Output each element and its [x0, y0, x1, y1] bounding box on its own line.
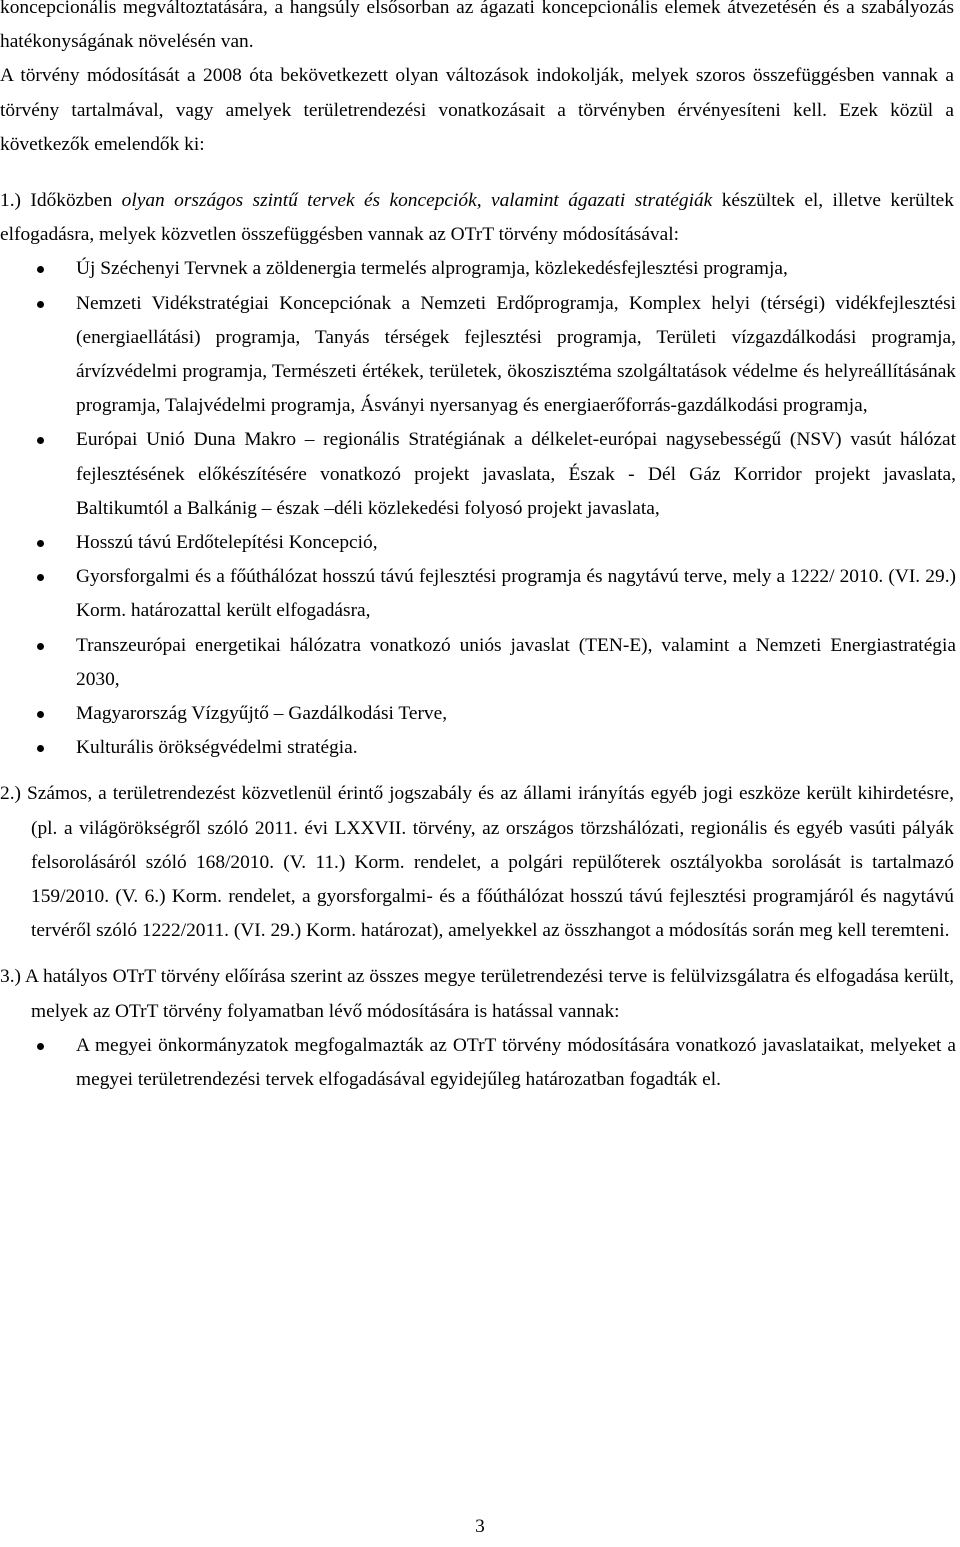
list-item-text: Magyarország Vízgyűjtő – Gazdálkodási Terve,: [76, 703, 448, 725]
list-item-text: Hosszú távú Erdőtelepítési Koncepció,: [76, 532, 378, 554]
bullet-dot-icon: [37, 437, 44, 444]
intro-paragraph: A törvény módosítását a 2008 óta bekövetkezett olyan változások indokolják, melyek szoros összefüggésben vannak a törvény tartalmával, vagy amelyek területrendezési vonatkozásait a törvényben érvényesíteni kell. Ezek közül a következők emelendők ki:: [0, 65, 954, 155]
bullet-dot-icon: [37, 574, 44, 581]
section-1: [0, 184, 960, 765]
section-3-text: [0, 960, 960, 1028]
list-item: [0, 526, 960, 560]
section-3: [0, 960, 960, 1097]
list-item: [0, 287, 960, 424]
bullet-dot-icon: [37, 643, 44, 650]
section-1-text-a: Időközben: [30, 190, 113, 212]
section-1-text-c: készültek el, illetve kerültek elfogadásra, melyek közvetlen összefüggésben vannak az OTrT törvény módosításával:: [0, 190, 954, 246]
list-item-text: Transzeurópai energetikai hálózatra vonatkozó uniós javaslat (TEN-E), valamint a Nemzeti Energiastratégia 2030,: [76, 634, 956, 690]
list-item-text: Gyorsforgalmi és a főúthálózat hosszú távú fejlesztési programja és nagytávú terve, mely a 1222/ 2010. (VI. 29.) Korm. határozattal került elfogadásra,: [76, 566, 956, 622]
list-item: [0, 731, 960, 765]
list-item: [0, 252, 960, 286]
list-item: [0, 1029, 960, 1097]
list-item-text: Kulturális örökségvédelmi stratégia.: [76, 737, 358, 759]
list-item-text: A megyei önkormányzatok megfogalmazták az OTrT törvény módosítására vonatkozó javaslataikat, melyeket a megyei területrendezési tervek elfogadásával egyidejűleg határozatban fogadták el.: [76, 1034, 956, 1091]
section-2-number: 2.): [0, 783, 22, 805]
section-1-text: [0, 184, 960, 252]
list-item-text: Új Széchenyi Tervnek a zöldenergia termelés alprogramja, közlekedésfejlesztési programja,: [76, 258, 788, 280]
section-2-text: [0, 777, 960, 948]
list-item-text: Nemzeti Vidékstratégiai Koncepciónak a Nemzeti Erdőprogramja, Komplex helyi (térségi) vidékfejlesztési (energiaellátási) programja, Tanyás térségek fejlesztési programja, Területi vízgazdálkodási programja, árvízvédelmi programja, Természeti értékek, területek, ökoszisztéma szolgáltatások védelme és helyreállításának programja, Talajvédelmi programja, Ásványi nyersanyag és energiaerőforrás-gazdálkodási programja,: [76, 292, 956, 417]
section-1-text-italic: olyan országos szintű tervek és koncepciók, valamint ágazati stratégiák: [121, 190, 713, 212]
list-item-text: Európai Unió Duna Makro – regionális Stratégiának a délkelet-európai nagysebességű (NSV) vasút hálózat fejlesztésének előkészítésére vonatkozó projekt javaslata, Észak - Dél Gáz Korridor projekt javaslata, Baltikumtól a Balkánig – észak –déli közlekedési folyosó projekt javaslata,: [76, 429, 956, 519]
bullet-dot-icon: [37, 540, 44, 547]
bullet-dot-icon: [37, 711, 44, 718]
section-3-body: A hatályos OTrT törvény előírása szerint az összes megye területrendezési terve is felülvizsgálatra és elfogadása került, melyek az OTrT törvény folyamatban lévő módosítására is hatással vannak:: [25, 966, 954, 1022]
bullet-dot-icon: [37, 266, 44, 273]
list-item: [0, 697, 960, 731]
list-item: [0, 629, 960, 697]
section-1-number: 1.): [0, 190, 22, 212]
list-item: [0, 423, 960, 526]
bullet-dot-icon: [37, 745, 44, 752]
intro-continuation-paragraph: koncepcionális megváltoztatására, a hangsúly elsősorban az ágazati koncepcionális elemek átvezetésén és a szabályozás hatékonyságának növelésén van.: [0, 0, 954, 53]
bullet-dot-icon: [37, 1043, 44, 1050]
section-2-body: Számos, a területrendezést közvetlenül érintő jogszabály és az állami irányítás egyéb jogi eszköze került kihirdetésre, (pl. a világörökségről szóló 2011. évi LXXVII. törvény, az országos törzshálózati, regionális és egyéb vasúti pályák felsorolásáról szóló 168/2010. (V. 11.) Korm. rendelet, a polgári repülőterek osztályokba sorolását is tartalmazó 159/2010. (V. 6.) Korm. rendelet, a gyorsforgalmi- és a főúthálózat hosszú távú fejlesztési programjáról és nagytávú tervéről szóló 1222/2011. (VI. 29.) Korm. határozat), amelyekkel az összhangot a módosítás során meg kell teremteni.: [27, 783, 954, 942]
bullet-dot-icon: [37, 301, 44, 308]
section-1-bullet-list: [0, 252, 960, 765]
section-2: [0, 777, 960, 948]
list-item: [0, 560, 960, 628]
section-3-bullet-list: [0, 1029, 960, 1097]
section-3-number: 3.): [0, 966, 22, 988]
intro-block: [0, 0, 960, 162]
page-number: 3: [475, 1516, 485, 1537]
